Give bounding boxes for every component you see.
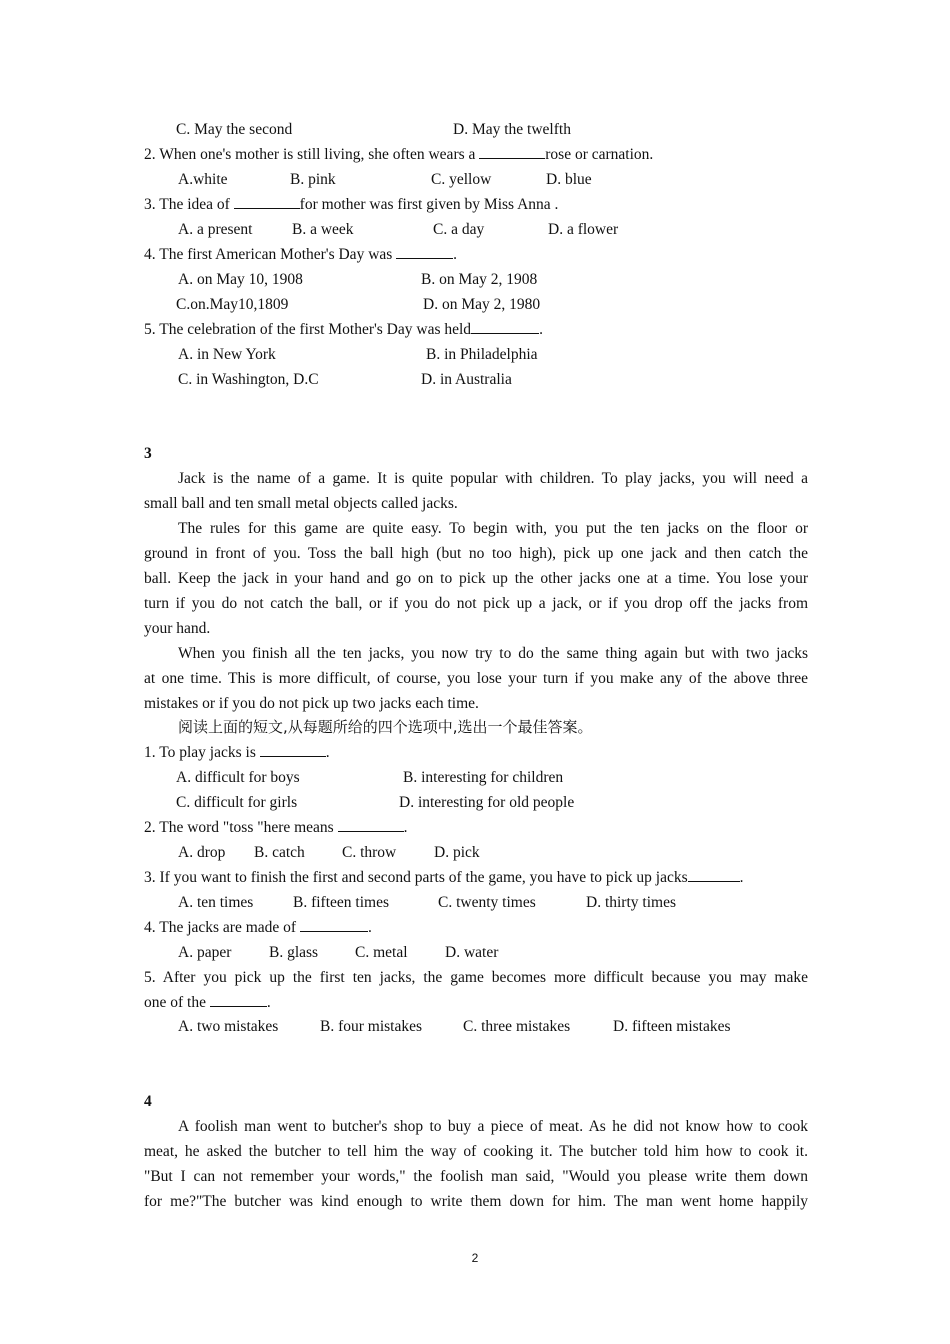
- option-b: B. catch: [254, 844, 305, 861]
- answer-blank: [234, 194, 300, 209]
- passage-line: ball. Keep the jack in your hand and go on to pick up the other jacks one at a time. You lose your: [144, 570, 808, 587]
- option-d: D. fifteen mistakes: [613, 1018, 731, 1035]
- passage-line: your hand.: [144, 620, 211, 637]
- option-c: C. difficult for girls: [176, 794, 298, 811]
- option-d: D. May the twelfth: [453, 121, 571, 138]
- passage-line: The rules for this game are quite easy. To begin with, you put the ten jacks on the floor or: [178, 520, 808, 537]
- passage-line: small ball and ten small metal objects called jacks.: [144, 495, 458, 512]
- question-text: 1. To play jacks is .: [144, 744, 330, 761]
- question-text: 4. The jacks are made of .: [144, 919, 372, 936]
- option-a: A.white: [178, 171, 228, 188]
- section-number: 4: [144, 1093, 152, 1110]
- option-c: C. metal: [355, 944, 408, 961]
- option-b: B. on May 2, 1908: [421, 271, 538, 288]
- option-c: C. in Washington, D.C: [178, 371, 319, 388]
- answer-blank: [260, 742, 326, 757]
- option-d: D. pick: [434, 844, 480, 861]
- option-b: B. interesting for children: [403, 769, 564, 786]
- option-d: D. on May 2, 1980: [423, 296, 541, 313]
- passage-line: at one time. This is more difficult, of course, you lose your turn if you make any of the above three: [144, 670, 808, 687]
- passage-line: When you finish all the ten jacks, you now try to do the same thing again but with two jacks: [178, 645, 808, 662]
- option-b: B. glass: [269, 944, 319, 961]
- option-a: A. difficult for boys: [176, 769, 300, 786]
- option-c: C. three mistakes: [463, 1018, 571, 1035]
- option-c: C. yellow: [431, 171, 492, 188]
- passage-line: for me?"The butcher was kind enough to write them down for him. The man went home happily: [144, 1193, 808, 1210]
- passage-line: ground in front of you. Toss the ball high (but no too high), pick up one jack and then catch the: [144, 545, 808, 562]
- passage-line: "But I can not remember your words," the foolish man said, "Would you please write them down: [144, 1168, 808, 1185]
- question-text: 5. After you pick up the first ten jacks, the game becomes more difficult because you may make: [144, 969, 808, 986]
- question-text: one of the .: [144, 994, 271, 1011]
- option-b: B. in Philadelphia: [426, 346, 538, 363]
- page-number: 2: [471, 1251, 479, 1265]
- option-c: C.on.May10,1809: [176, 296, 289, 313]
- option-c: C. a day: [433, 221, 485, 238]
- option-d: D. thirty times: [586, 894, 676, 911]
- option-c: C. twenty times: [438, 894, 536, 911]
- passage-line: turn if you do not catch the ball, or if you do not pick up a jack, or if you drop off the jacks from: [144, 595, 808, 612]
- question-text: 2. The word "toss "here means .: [144, 819, 408, 836]
- option-a: A. paper: [178, 944, 232, 961]
- option-a: A. two mistakes: [178, 1018, 279, 1035]
- option-a: A. in New York: [178, 346, 276, 363]
- option-a: A. drop: [178, 844, 226, 861]
- section-number: 3: [144, 445, 152, 462]
- option-c: C. throw: [342, 844, 397, 861]
- option-d: D. a flower: [548, 221, 619, 238]
- question-text: 2. When one's mother is still living, she often wears a rose or carnation.: [144, 146, 654, 163]
- option-b: B. fifteen times: [293, 894, 389, 911]
- option-a: A. a present: [178, 221, 253, 238]
- option-b: B. a week: [292, 221, 354, 238]
- passage-line: mistakes or if you do not pick up two jacks each time.: [144, 695, 479, 712]
- option-c: C. May the second: [176, 121, 293, 138]
- instruction-text: 阅读上面的短文,从每题所给的四个选项中,选出一个最佳答案。: [178, 718, 593, 736]
- question-text: 3. If you want to finish the first and second parts of the game, you have to pick up jacks .: [144, 869, 744, 886]
- answer-blank: [300, 917, 368, 932]
- option-b: B. pink: [290, 171, 336, 188]
- passage-line: A foolish man went to butcher's shop to buy a piece of meat. As he did not know how to cook: [178, 1118, 808, 1135]
- option-d: D. water: [445, 944, 499, 961]
- answer-blank: [471, 319, 539, 334]
- option-b: B. four mistakes: [320, 1018, 423, 1035]
- answer-blank: [338, 817, 404, 832]
- passage-line: Jack is the name of a game. It is quite popular with children. To play jacks, you will need a: [178, 470, 808, 487]
- option-a: A. ten times: [178, 894, 254, 911]
- question-text: 5. The celebration of the first Mother's Day was held .: [144, 321, 543, 338]
- option-d: D. blue: [546, 171, 592, 188]
- answer-blank: [210, 992, 267, 1007]
- option-d: D. interesting for old people: [399, 794, 575, 811]
- answer-blank: [688, 867, 740, 882]
- question-text: 3. The idea of for mother was first given by Miss Anna .: [144, 196, 559, 213]
- question-text: 4. The first American Mother's Day was .: [144, 246, 458, 263]
- option-d: D. in Australia: [421, 371, 512, 388]
- option-a: A. on May 10, 1908: [178, 271, 303, 288]
- answer-blank: [396, 244, 453, 259]
- answer-blank: [479, 144, 545, 159]
- passage-line: meat, he asked the butcher to tell him the way of cooking it. The butcher told him how to cook it.: [144, 1143, 808, 1160]
